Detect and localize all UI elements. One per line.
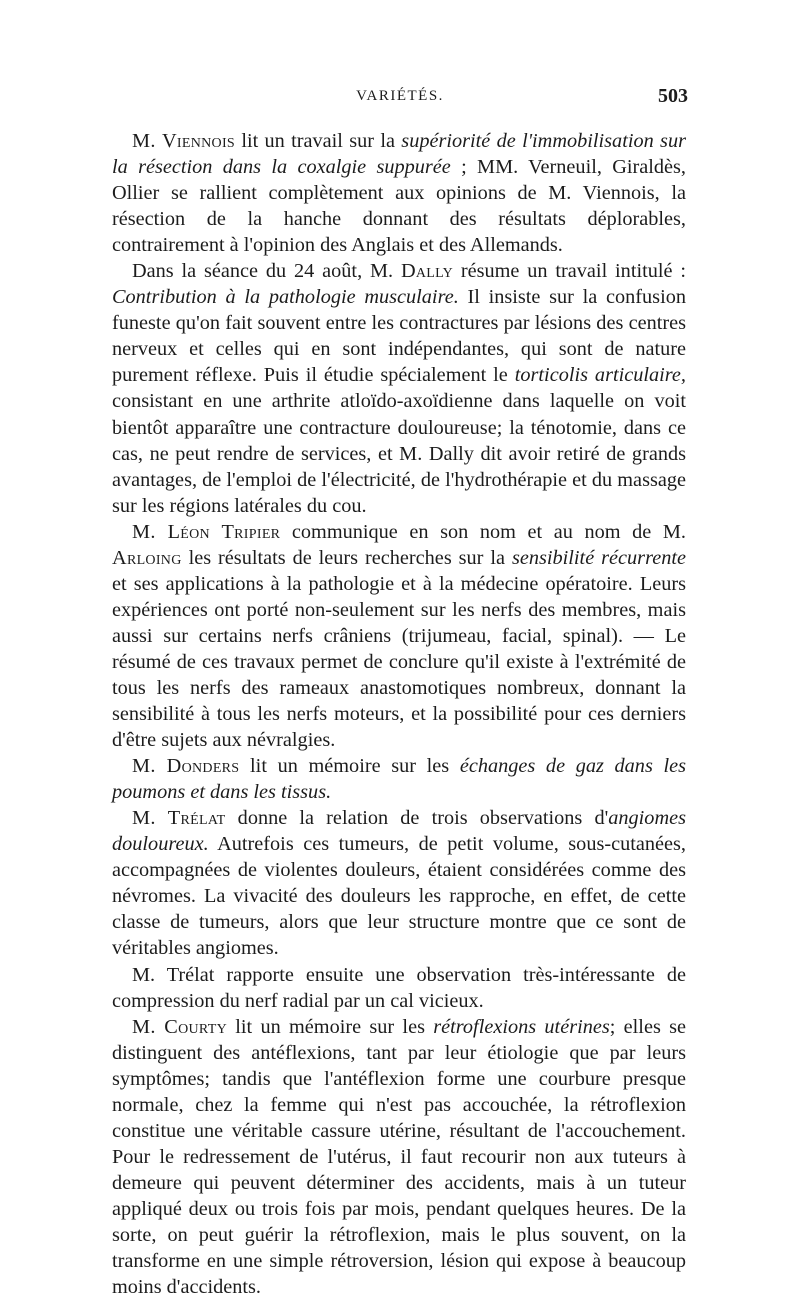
paragraph-courty [112, 1014, 686, 1300]
speaker-name: M. Donders [132, 755, 240, 778]
paragraph-text: résume un travail intitulé : [453, 260, 686, 283]
running-title: VARIÉTÉS. [356, 88, 444, 104]
paragraph-text: communique en son nom et au nom de M. [280, 520, 686, 543]
speaker-name: M. Courty [132, 1015, 227, 1038]
paragraph-viennois [112, 128, 686, 258]
paragraph-trelat-2 [112, 962, 686, 1014]
paragraph-trelat [112, 805, 686, 961]
speaker-name: Arloing [112, 546, 182, 569]
speaker-name: Dally [400, 260, 454, 283]
page-number: 503 [658, 85, 688, 107]
paragraph-text: Autrefois ces tumeurs, de petit volume, sous-cutanées, accompagnées de violentes douleurs, étaient considérées comme des névromes. La vivacité des douleurs les rapproche, en effet, de cette classe de tumeurs, alors que leur structure montre que ce sont de véritables angiomes. [112, 833, 686, 960]
paragraph-text: consistant en une arthrite atloïdo-axoïdienne dans laquelle on voit bientôt apparaître une contracture douloureuse; la ténotomie, dans ce cas, ne peut rendre de services, et M. Dally dit avoir retiré de grands avantages, de l'emploi de l'électricité, de l'hydrothérapie et du massage sur les régions latérales du cou. [112, 390, 686, 517]
paragraph-text: donne la relation de trois observations d' [225, 807, 609, 830]
paragraph-text: les résultats de leurs recherches sur la [181, 546, 512, 569]
speaker-name: M. Viennois [132, 130, 235, 152]
paragraph-text: Dans la séance du 24 août, M. [132, 260, 401, 283]
work-title: Contribution à la pathologie musculaire. [112, 286, 459, 309]
work-title: sensibilité récurrente [511, 546, 686, 569]
work-title: torticolis articulaire, [514, 364, 686, 387]
paragraph-donders [112, 753, 686, 805]
paragraph-tripier [112, 519, 686, 753]
work-title: supériorité de l'immobilisation sur la résection dans la coxalgie suppurée [112, 130, 686, 179]
work-title: échanges de gaz dans les poumons et dans les tissus. [112, 755, 687, 804]
paragraph-text: lit un mémoire sur les [227, 1015, 434, 1038]
paragraph-text: ; elles se distinguent des antéflexions, tant par leur étiologie que par leurs symptômes; tandis que l'antéflexion forme une courbure presque normale, chez la femme qui n'est pas accouchée, la rétroflexion constitue une véritable cassure utérine, résultant de l'accouchement. Pour le redressement de l'utérus, il faut recourir non aux tuteurs à demeure qui peuvent déterminer des accidents, mais à un tuteur appliqué deux ou trois fois par mois, pendant quelques heures. De la sorte, on peut guérir la rétroflexion, mais le plus souvent, on la transforme en une simple rétroversion, lésion qui expose à beaucoup moins d'accidents. [112, 1015, 687, 1299]
paragraph-text: lit un travail sur la [235, 130, 402, 152]
running-header [112, 85, 688, 118]
work-title: angiomes douloureux. [112, 807, 686, 856]
paragraph-text: et ses applications à la pathologie et à la médecine opératoire. Leurs expériences ont porté non-seulement sur les nerfs des membres, mais aussi sur certains nerfs crâniens (trijumeau, facial, spinal). — Le résumé de ces travaux permet de conclure qu'il existe à l'extrémité de tous les nerfs des rameaux anastomotiques nombreux, donnant la sensibilité à tous les nerfs moteurs, et la possibilité pour ces derniers d'être sujets aux névralgies. [112, 572, 686, 752]
paragraph-text: Il insiste sur la confusion funeste qu'on fait souvent entre les contractures par lésions des centres nerveux et celles qui en sont indépendantes, qui sont de nature purement réflexe. Puis il étudie spécialement le [112, 286, 686, 387]
paragraph-text: lit un mémoire sur les [239, 755, 460, 778]
paragraph-text: ; MM. Verneuil, Giraldès, Ollier se rallient complètement aux opinions de M. Viennois, la résection de la hanche donnant des résultats déplorables, contrairement à l'opinion des Anglais et des Allemands. [112, 156, 686, 257]
work-title: rétroflexions utérines [433, 1015, 610, 1038]
speaker-name: M. Trélat [132, 807, 226, 830]
article-body [112, 128, 686, 1300]
speaker-name: M. Léon Tripier [132, 520, 281, 543]
paragraph-dally [112, 258, 686, 518]
paragraph-text: M. Trélat rapporte ensuite une observation très-intéressante de compression du nerf radial par un cal vicieux. [112, 963, 686, 1012]
